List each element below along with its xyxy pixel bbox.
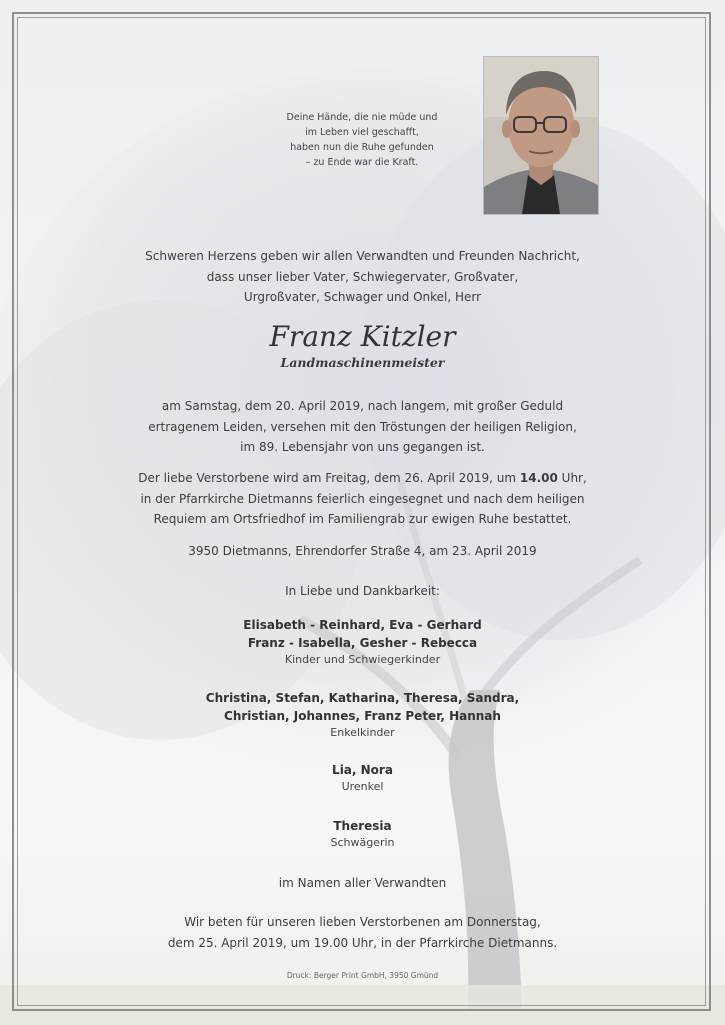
mourner-names: Lia, Nora [332, 763, 393, 777]
relatives-line-block [40, 873, 685, 894]
mourner-role: Kinder und Schwiegerkinder [284, 653, 441, 666]
deceased-block [40, 320, 685, 372]
address-date [40, 541, 685, 562]
mourner-names: Christian, Johannes, Franz Peter, Hannah [224, 709, 501, 723]
mourner-names: Franz - Isabella, Gesher - Rebecca [247, 636, 478, 650]
funeral-info [40, 468, 685, 530]
quote-line: Deine Hände, die nie müde und [286, 112, 438, 123]
prayer-info [40, 912, 685, 953]
funeral-line-prefix: Der liebe Verstorbene wird am Freitag, dem 26. April 2019, um [138, 471, 520, 485]
address-date-line: 3950 Dietmanns, Ehrendorfer Straße 4, am 23. April 2019 [188, 544, 537, 558]
mourner-names: Elisabeth - Reinhard, Eva - Gerhard [243, 618, 482, 632]
quote-line: – zu Ende war die Kraft. [305, 157, 419, 168]
deceased-occupation: Landmaschinenmeister [280, 355, 445, 370]
death-notice-line: am Samstag, dem 20. April 2019, nach langem, mit großer Geduld [161, 399, 564, 413]
quote-line: im Leben viel geschafft, [305, 127, 419, 138]
quote-line: haben nun die Ruhe gefunden [290, 142, 434, 153]
funeral-line-suffix: Uhr, [557, 471, 587, 485]
mourner-role: Enkelkinder [330, 726, 395, 739]
intro-text [40, 246, 685, 308]
mourner-names: Theresia [333, 819, 392, 833]
funeral-time: 14.00 [519, 471, 558, 485]
deceased-name: Franz Kitzler [269, 320, 456, 353]
closing-line: In Liebe und Dankbarkeit: [285, 584, 440, 598]
printer-footer [40, 971, 685, 981]
intro-line: dass unser lieber Vater, Schwiegervater, Großvater, [206, 269, 519, 284]
funeral-line: in der Pfarrkirche Dietmanns feierlich eingesegnet und nach dem heiligen [140, 491, 585, 506]
mourner-group-grandchildren [40, 689, 685, 741]
mourner-role: Urenkel [341, 780, 384, 793]
memorial-quote [262, 110, 462, 170]
death-notice-line: ertragenem Leiden, versehen mit den Tröstungen der heiligen Religion, [148, 419, 577, 434]
death-notice-line: im 89. Lebensjahr von uns gegangen ist. [240, 440, 485, 454]
relatives-line: im Namen aller Verwandten [278, 876, 447, 890]
prayer-line: dem 25. April 2019, um 19.00 Uhr, in der Pfarrkirche Dietmanns. [167, 935, 558, 950]
prayer-line: Wir beten für unseren lieben Verstorbenen am Donnerstag, [184, 915, 541, 929]
printer-credit: Druck: Berger Print GmbH, 3950 Gmünd [286, 971, 439, 980]
portrait-photo [483, 56, 599, 215]
intro-line: Urgroßvater, Schwager und Onkel, Herr [243, 290, 482, 304]
mourner-group-great-grandchildren [40, 761, 685, 795]
funeral-line: Requiem am Ortsfriedhof im Familiengrab zur ewigen Ruhe bestattet. [153, 512, 572, 526]
mourner-group-children [40, 616, 685, 668]
mourner-group-sister-in-law [40, 817, 685, 851]
mourner-role: Schwägerin [330, 836, 395, 849]
funeral-line [40, 468, 685, 489]
closing-phrase [40, 581, 685, 602]
intro-line: Schweren Herzens geben wir allen Verwandten und Freunden Nachricht, [145, 249, 580, 263]
mourner-names: Christina, Stefan, Katharina, Theresa, Sandra, [205, 691, 520, 705]
death-notice [40, 396, 685, 458]
